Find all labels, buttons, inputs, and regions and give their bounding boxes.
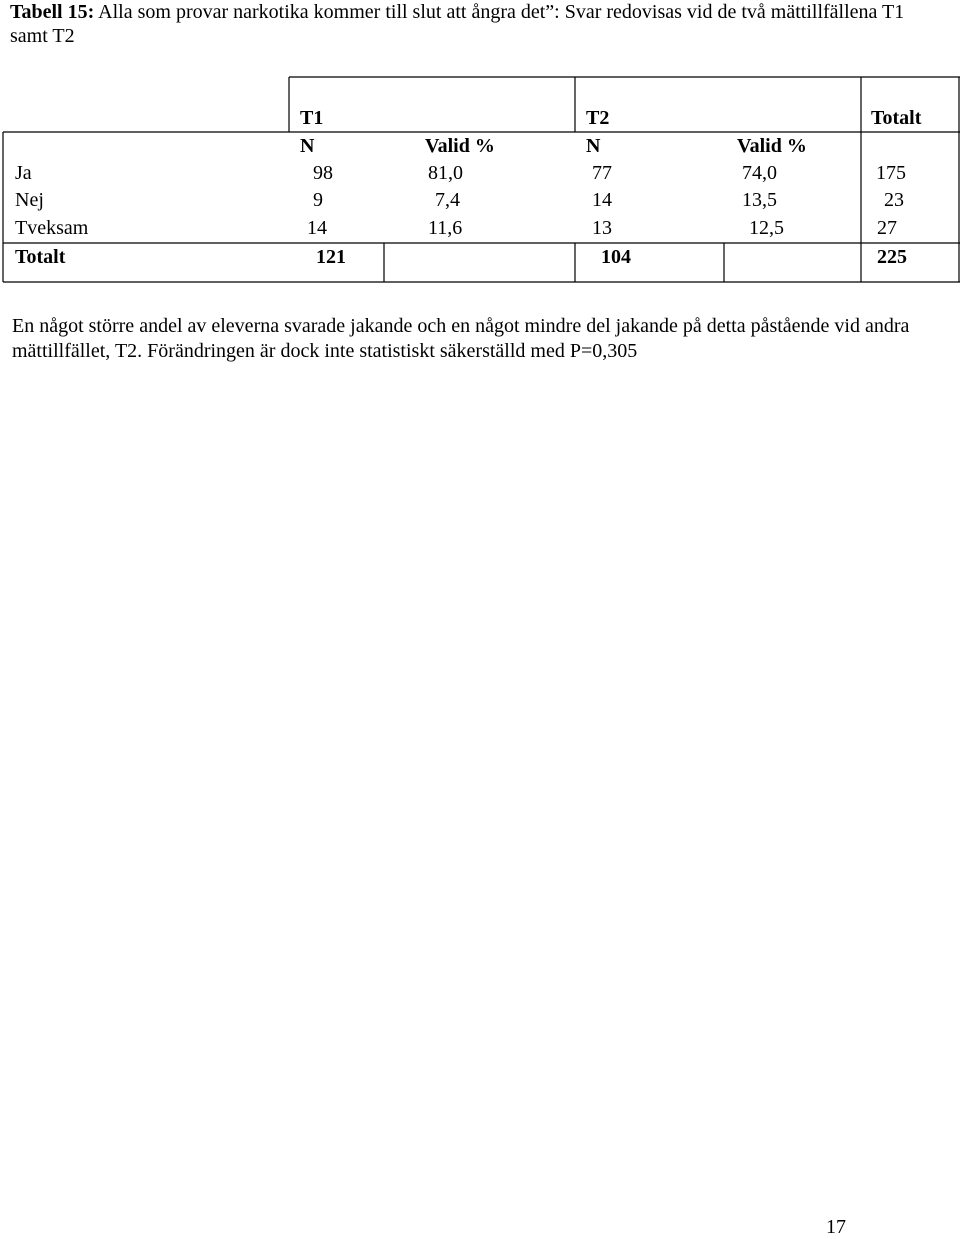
header-t2: T2 (586, 107, 610, 129)
cell-nej-t1-pct: 7,4 (435, 189, 460, 211)
row-label-totalt: Totalt (15, 246, 66, 268)
cell-totalt-t2-n: 104 (601, 246, 631, 268)
cell-ja-t1-n: 98 (313, 162, 333, 184)
subheader-t2-valid: Valid % (737, 135, 807, 157)
cell-ja-t1-pct: 81,0 (428, 162, 463, 184)
row-label-ja: Ja (15, 162, 32, 184)
caption-text: Alla som provar narkotika kommer till slut att ångra det”: Svar redovisas vid de två mättillfällena T1 samt T2 (10, 1, 905, 47)
cell-nej-t1-n: 9 (313, 189, 323, 211)
row-label-tveksam: Tveksam (15, 217, 89, 239)
caption-label: Tabell 15: (10, 1, 95, 23)
cell-tveksam-total: 27 (877, 217, 897, 239)
table-caption (10, 0, 910, 48)
cell-ja-t2-pct: 74,0 (742, 162, 777, 184)
cell-tveksam-t2-pct: 12,5 (749, 217, 784, 239)
page-number: 17 (826, 1216, 846, 1238)
header-totalt: Totalt (871, 107, 922, 129)
table-grid (0, 76, 960, 284)
cell-nej-t2-n: 14 (592, 189, 612, 211)
cell-nej-t2-pct: 13,5 (742, 189, 777, 211)
cell-tveksam-t1-n: 14 (307, 217, 327, 239)
cell-totalt-t1-n: 121 (316, 246, 346, 268)
results-table (0, 76, 960, 284)
cell-tveksam-t1-pct: 11,6 (428, 217, 463, 239)
body-paragraph: En något större andel av eleverna svarade jakande och en något mindre del jakande på detta påstående vid andra mättillfället, T2. Förändringen är dock inte statistiskt säkerställd med P=0,305 (12, 315, 910, 362)
subheader-t1-n: N (300, 135, 315, 157)
cell-ja-total: 175 (876, 162, 906, 184)
subheader-t1-valid: Valid % (425, 135, 495, 157)
cell-totalt-total: 225 (877, 246, 907, 268)
row-label-nej: Nej (15, 189, 44, 211)
cell-tveksam-t2-n: 13 (592, 217, 612, 239)
subheader-t2-n: N (586, 135, 601, 157)
cell-nej-total: 23 (884, 189, 904, 211)
header-t1: T1 (300, 107, 324, 129)
cell-ja-t2-n: 77 (592, 162, 612, 184)
